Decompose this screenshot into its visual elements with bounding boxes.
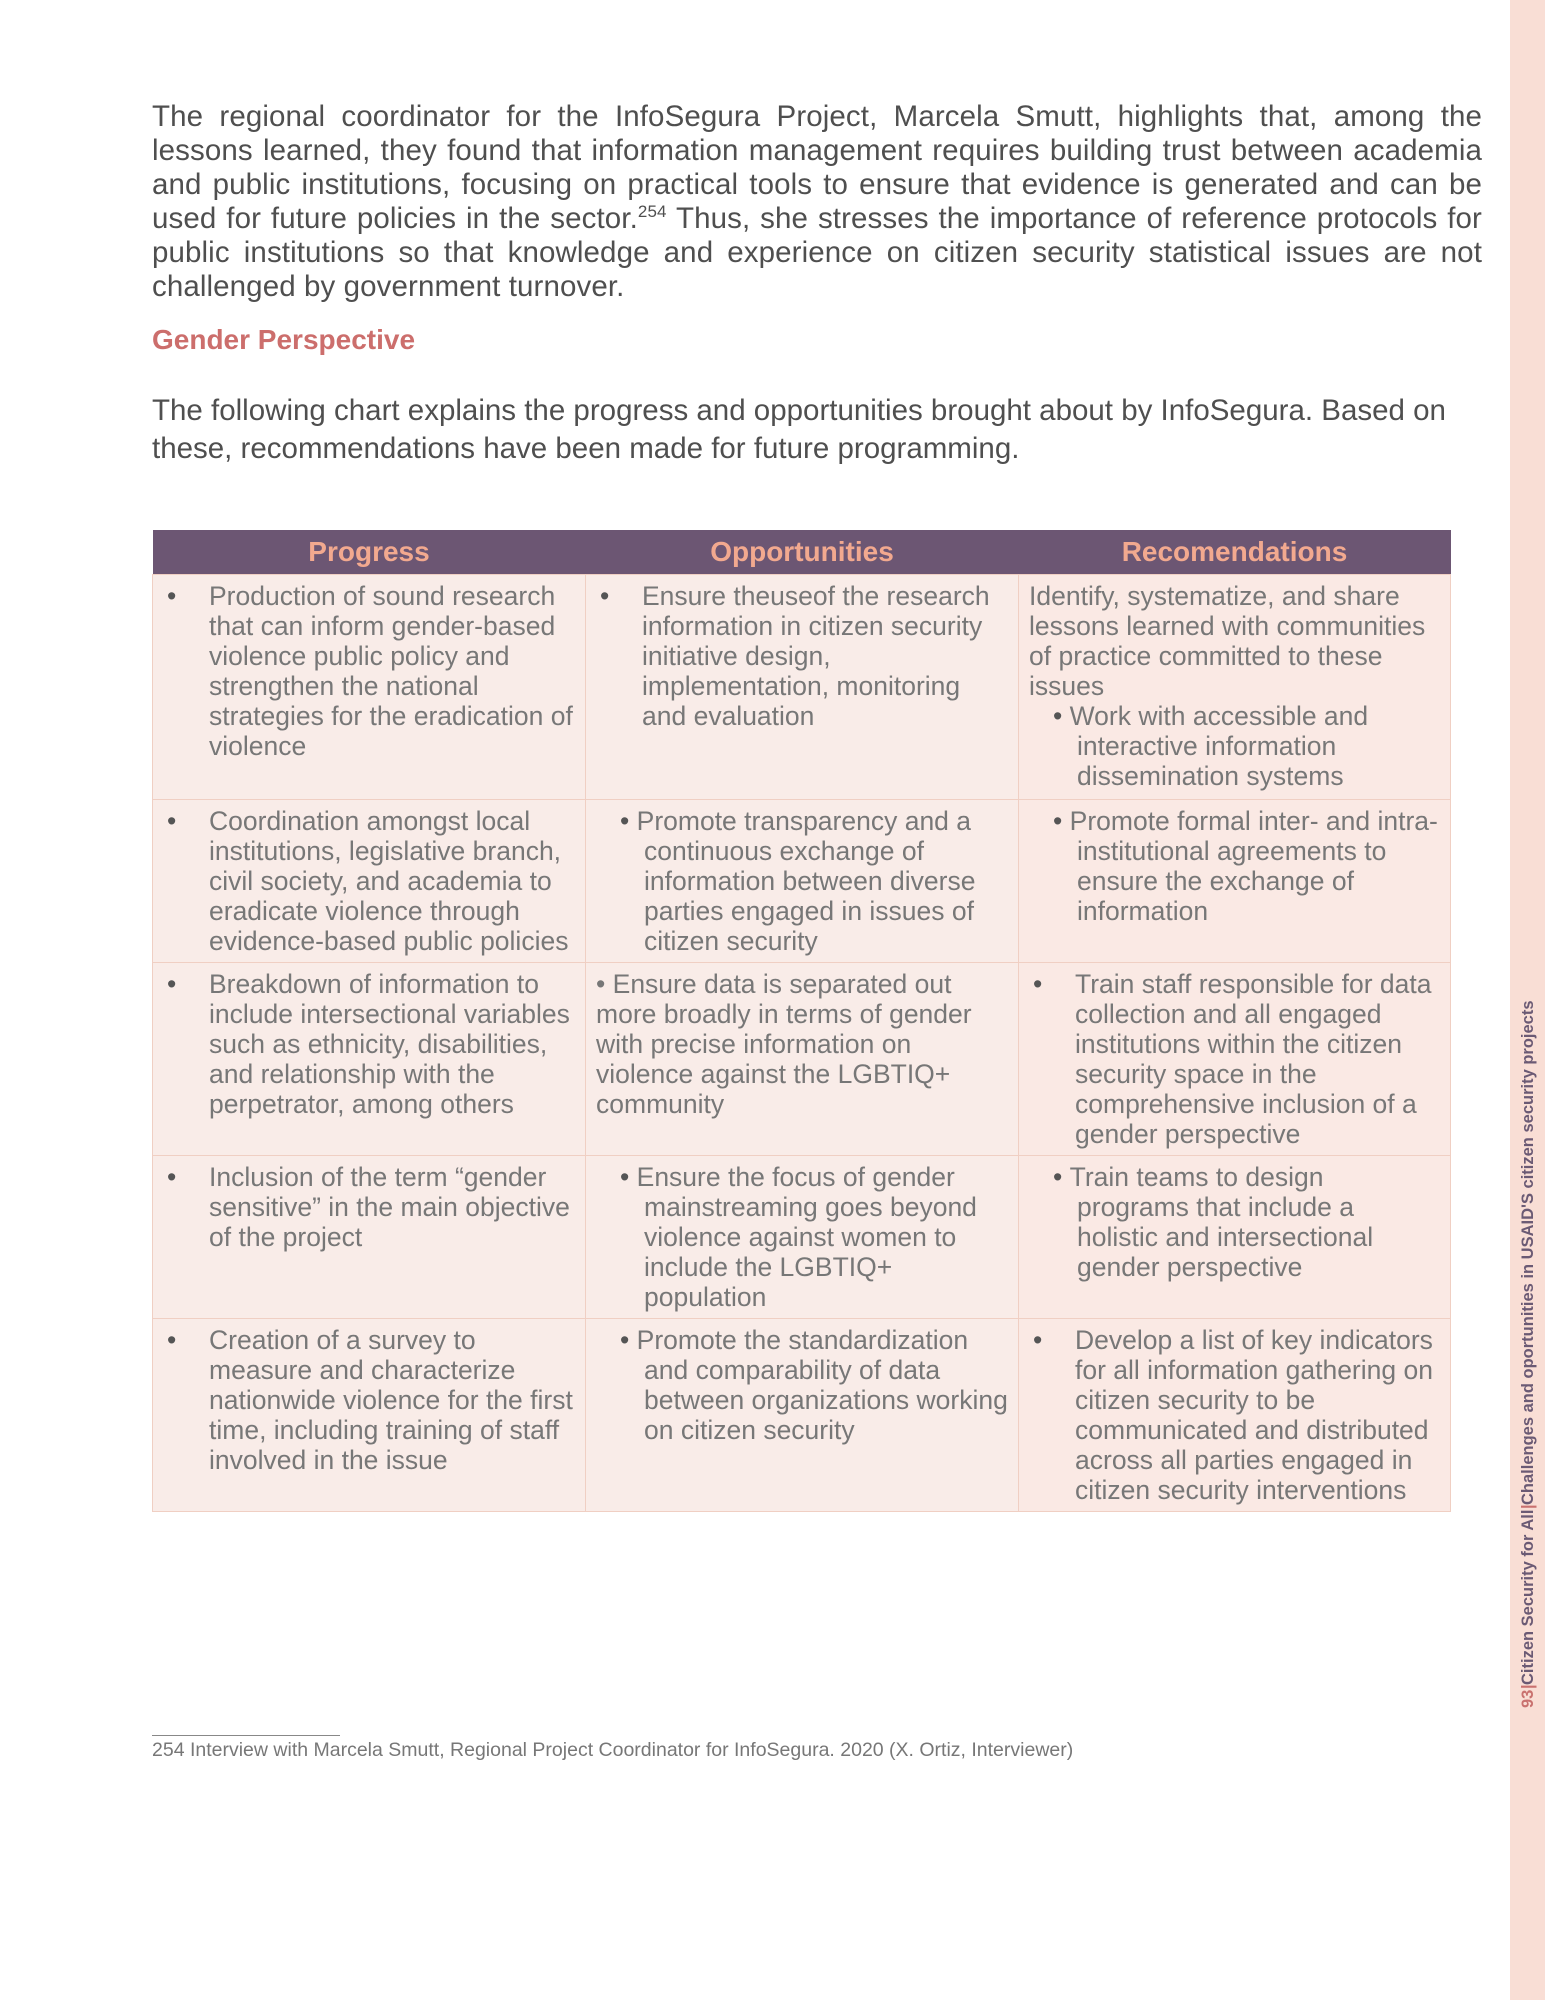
page-content	[152, 100, 1482, 468]
publication-title: Citizen Security for All	[1519, 1509, 1537, 1685]
header-progress: Progress	[153, 530, 586, 575]
list-item: • Creation of a survey to measure and characterize nationwide violence for the first time, including training of staff involved in the issue	[163, 1325, 577, 1475]
list-item: • Inclusion of the term “gender sensitive” in the main objective of the project	[163, 1162, 577, 1252]
section-title: Gender Perspective	[152, 324, 416, 355]
separator: |	[1519, 1684, 1537, 1690]
opportunity-cell	[586, 800, 1019, 963]
publication-subtitle: Challenges and oportunities in USAID'S citizen security projects	[1519, 1000, 1537, 1505]
table-row	[153, 1319, 1451, 1512]
footnote-rule	[152, 1735, 340, 1736]
opportunity-cell	[586, 1156, 1019, 1319]
opportunity-cell	[586, 1319, 1019, 1512]
progress-cell	[153, 575, 586, 800]
progress-cell	[153, 1319, 586, 1512]
table-row	[153, 575, 1451, 800]
recommendation-cell	[1019, 575, 1451, 800]
lead-paragraph: The following chart explains the progress and opportunities brought about by InfoSegura. Based on these, recommendations have been made for future programming.	[152, 394, 1446, 465]
progress-cell	[153, 800, 586, 963]
list-item: • Develop a list of key indicators for all information gathering on citizen security to be communicated and distributed across all parties engaged in citizen security interventions	[1029, 1325, 1442, 1505]
list-item-text: Promote the standardization and comparability of data between organizations working on citizen security	[636, 1325, 1008, 1445]
list-item: • Train teams to design programs that include a holistic and intersectional gender perspective	[1053, 1162, 1374, 1282]
list-item: • Train staff responsible for data collection and all engaged institutions within the citizen security space in the comprehensive inclusion of a gender perspective	[1029, 969, 1442, 1149]
list-item: • Ensure theuseof the research information in citizen security initiative design, implementation, monitoring and evaluation	[596, 581, 1010, 731]
list-item: • Breakdown of information to include intersectional variables such as ethnicity, disabilities, and relationship with the perpetrator, among others	[163, 969, 577, 1119]
list-item-text: Ensure data is separated out more broadly in terms of gender with precise information on violence against the LGBTIQ+ community	[596, 969, 972, 1119]
recommendation-cell	[1019, 1319, 1451, 1512]
list-item-text: Train teams to design programs that include a holistic and intersectional gender perspective	[1069, 1162, 1374, 1282]
opportunity-cell	[586, 963, 1019, 1156]
footnote: 254 Interview with Marcela Smutt, Regional Project Coordinator for InfoSegura. 2020 (X. Ortiz, Interviewer)	[152, 1739, 1074, 1761]
progress-cell	[153, 1156, 586, 1319]
list-item: • Production of sound research that can inform gender-based violence public policy and strengthen the national strategies for the eradication of violence	[163, 581, 577, 761]
list-item: • Work with accessible and interactive information dissemination systems	[1053, 701, 1369, 791]
intro-text: The regional coordinator for the InfoSegura Project, Marcela Smutt, highlights that, among the lessons learned, they found that information management requires building trust between academia and public institutions, focusing on practical tools to ensure that evidence is generated and can be used for future policies in the sector.	[152, 100, 1482, 235]
list-item: • Coordination amongst local institutions, legislative branch, civil society, and academia to eradicate violence through evidence-based public policies	[163, 806, 577, 956]
progress-table	[152, 530, 1451, 1512]
header-recommendations: Recomendations	[1019, 530, 1451, 575]
recommendation-cell	[1019, 1156, 1451, 1319]
table-header-row	[153, 530, 1451, 575]
table-row	[153, 963, 1451, 1156]
page-number: 93	[1519, 1689, 1537, 1708]
separator-2: |	[1519, 1504, 1537, 1510]
intro-text-after: Thus, she stresses the importance of reference protocols for public institutions so that knowledge and experience on citizen security statistical issues are not challenged by government turnover.	[152, 202, 1482, 303]
table-row	[153, 1156, 1451, 1319]
list-item-text: Ensure the focus of gender mainstreaming goes beyond violence against women to include the LGBTIQ+ population	[636, 1162, 977, 1312]
opportunity-cell	[586, 575, 1019, 800]
intro-paragraph	[152, 100, 1482, 304]
list-item: • Promote formal inter- and intra-institutional agreements to ensure the exchange of information	[1053, 806, 1438, 926]
list-item-text: Promote transparency and a continuous exchange of information between diverse parties engaged in issues of citizen security	[636, 806, 976, 956]
header-opportunities: Opportunities	[586, 530, 1019, 575]
progress-cell	[153, 963, 586, 1156]
list-item: • Ensure the focus of gender mainstreaming goes beyond violence against women to include the LGBTIQ+ population	[620, 1162, 977, 1312]
footnote-ref[interactable]: 254	[637, 202, 667, 222]
list-item: • Promote the standardization and comparability of data between organizations working on citizen security	[620, 1325, 1008, 1445]
recommendation-cell	[1019, 963, 1451, 1156]
table-row	[153, 800, 1451, 963]
list-item: • Promote transparency and a continuous exchange of information between diverse parties engaged in issues of citizen security	[620, 806, 976, 956]
list-item: Identify, systematize, and share lessons learned with communities of practice committed to these issues	[1029, 581, 1426, 701]
list-item-text: Work with accessible and interactive information dissemination systems	[1069, 701, 1369, 791]
running-header	[1514, 1000, 1542, 2000]
list-item-text: Promote formal inter- and intra-institutional agreements to ensure the exchange of information	[1069, 806, 1438, 926]
recommendation-cell	[1019, 800, 1451, 963]
list-item: • Ensure data is separated out more broadly in terms of gender with precise information on violence against the LGBTIQ+ community	[596, 969, 972, 1119]
